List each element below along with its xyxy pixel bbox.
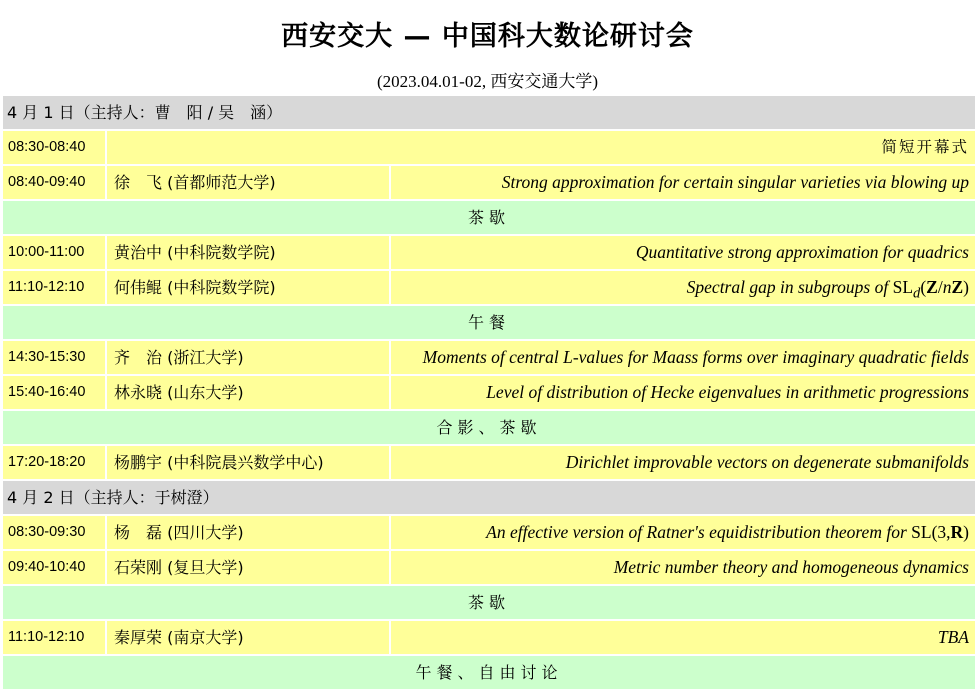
table-row [3, 166, 975, 199]
speaker-affiliation: (复旦大学) [167, 558, 244, 577]
math-slash: / [937, 277, 943, 297]
table-row [3, 446, 975, 479]
speaker-name: 黄治中 [114, 243, 163, 262]
speaker-cell [107, 376, 389, 409]
math-sl: SL [892, 277, 914, 297]
break-row: 茶歇 [3, 586, 975, 619]
day-label: 4 月 1 日（主持人：曹 阳 / 吴 涵） [7, 103, 283, 122]
speaker-cell [107, 166, 389, 199]
time-slot: 08:30-09:30 [3, 516, 105, 549]
speaker-cell [107, 271, 389, 304]
talk-title: Strong approximation for certain singular varieties via blowing up [391, 166, 975, 199]
table-row [3, 551, 975, 584]
speaker-cell [107, 341, 389, 374]
speaker-cell [107, 446, 389, 479]
math-lp: ( [931, 522, 938, 542]
break-row: 午餐 [3, 306, 975, 339]
speaker-cell [107, 516, 389, 549]
math-n: n [942, 277, 952, 297]
time-slot: 17:20-18:20 [3, 446, 105, 479]
day-label: 4 月 2 日（主持人：于树澄） [7, 488, 219, 507]
speaker-name: 石荣刚 [114, 558, 163, 577]
speaker-affiliation: (首都师范大学) [167, 173, 276, 192]
break-row: 茶歇 [3, 201, 975, 234]
speaker-name: 秦厚荣 [114, 628, 163, 647]
speaker-affiliation: (中科院晨兴数学中心) [167, 453, 324, 472]
speaker-affiliation: (南京大学) [167, 628, 244, 647]
talk-title: 简短开幕式 [107, 131, 975, 164]
talk-title: Level of distribution of Hecke eigenvalues in arithmetic progressions [391, 376, 975, 409]
speaker-cell [107, 236, 389, 269]
math-z: Z [926, 277, 938, 297]
speaker-cell [107, 551, 389, 584]
math-lp: ( [920, 277, 927, 297]
table-row [3, 376, 975, 409]
table-row [3, 271, 975, 304]
speaker-name: 杨 磊 [114, 523, 163, 542]
speaker-name: 徐 飞 [114, 173, 163, 192]
time-slot: 11:10-12:10 [3, 621, 105, 654]
talk-title: Quantitative strong approximation for quadrics [391, 236, 975, 269]
speaker-name: 杨鹏宇 [114, 453, 163, 472]
day-header [3, 481, 975, 514]
time-slot: 15:40-16:40 [3, 376, 105, 409]
talk-title: Dirichlet improvable vectors on degenerate submanifolds [391, 446, 975, 479]
speaker-name: 何伟鲲 [114, 278, 163, 297]
time-slot: 10:00-11:00 [3, 236, 105, 269]
speaker-affiliation: (中科院数学院) [167, 278, 276, 297]
math-r: R [950, 522, 964, 542]
table-row [3, 236, 975, 269]
time-slot: 08:40-09:40 [3, 166, 105, 199]
schedule-table [3, 96, 975, 689]
speaker-name: 齐 治 [114, 348, 163, 367]
time-slot: 09:40-10:40 [3, 551, 105, 584]
speaker-name: 林永晓 [114, 383, 163, 402]
page-title: 西安交大 — 中国科大数论研讨会 [281, 21, 694, 52]
speaker-affiliation: (浙江大学) [167, 348, 244, 367]
talk-title: Spectral gap in subgroups of $SL_d(Z/nZ)$ [391, 271, 975, 304]
math-three: 3, [937, 522, 951, 542]
table-row [3, 621, 975, 654]
table-row [3, 341, 975, 374]
page-subtitle: (2023.04.01-02, 西安交通大学) [377, 72, 598, 91]
talk-title: Metric number theory and homogeneous dynamics [391, 551, 975, 584]
day-header [3, 96, 975, 129]
break-row: 合影、茶歇 [3, 411, 975, 444]
math-sub-d: d [913, 285, 921, 302]
speaker-affiliation: (四川大学) [167, 523, 244, 542]
math-rp: ) [963, 277, 969, 297]
time-slot: 11:10-12:10 [3, 271, 105, 304]
speaker-affiliation: (山东大学) [167, 383, 244, 402]
talk-title: TBA [391, 621, 975, 654]
time-slot: 08:30-08:40 [3, 131, 105, 164]
table-row [3, 131, 975, 164]
math-sl: SL [911, 522, 932, 542]
talk-title: Moments of central L-values for Maass forms over imaginary quadratic fields [391, 341, 975, 374]
break-row: 午餐、自由讨论 [3, 656, 975, 689]
speaker-cell [107, 621, 389, 654]
talk-title: An effective version of Ratner's equidistribution theorem for SL(3,R) [391, 516, 975, 549]
time-slot: 14:30-15:30 [3, 341, 105, 374]
math-z2: Z [951, 277, 964, 297]
speaker-affiliation: (中科院数学院) [167, 243, 276, 262]
table-row [3, 516, 975, 549]
math-rp: ) [963, 522, 969, 542]
